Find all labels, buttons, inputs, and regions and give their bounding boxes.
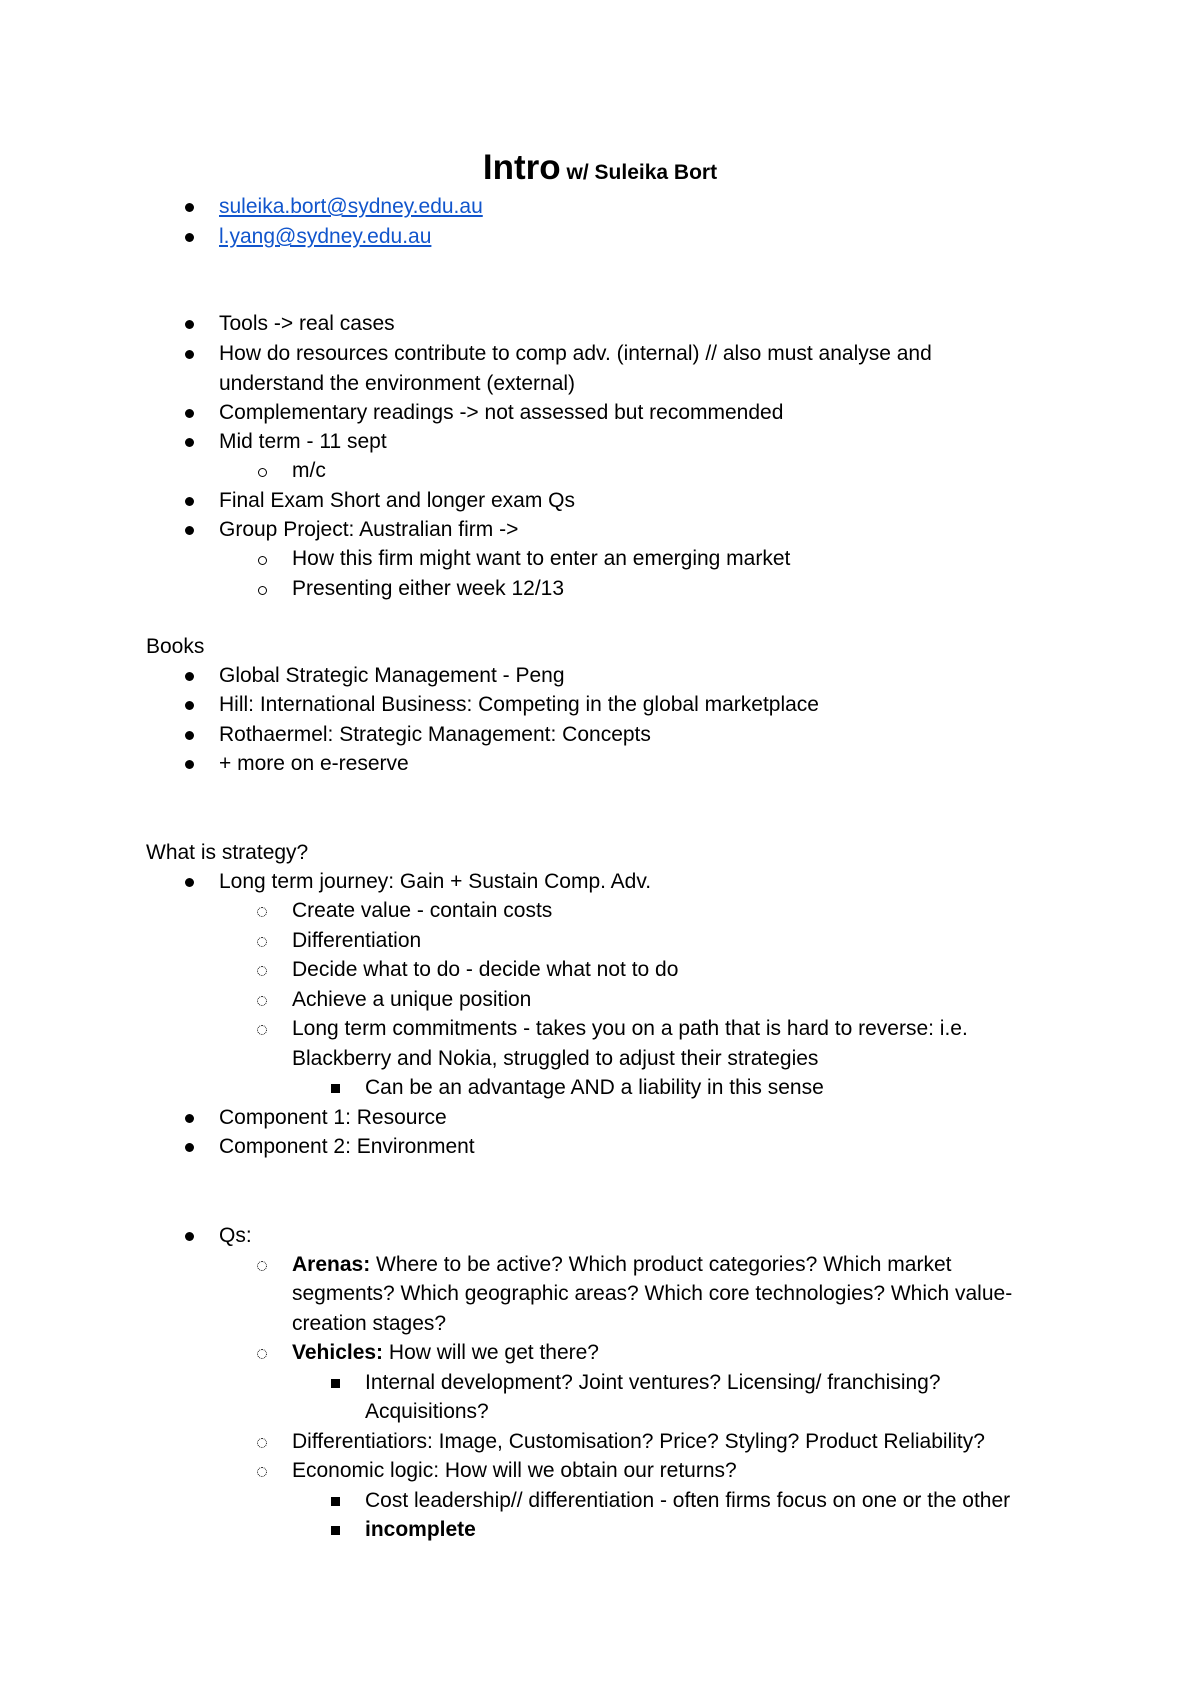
dotted-bullet-icon [257, 1025, 267, 1035]
list-item-continued: understand the environment (external) [219, 372, 576, 395]
sub-list-item-continued: segments? Which geographic areas? Which core technologies? Which value- [292, 1282, 1013, 1305]
sub-sub-list-item: Internal development? Joint ventures? Licensing/ franchising? [365, 1371, 941, 1394]
dotted-bullet-icon [257, 907, 267, 917]
sub-list-item-arenas [292, 1251, 951, 1279]
list-item: Global Strategic Management - Peng [219, 664, 565, 687]
sub-list-item: How this firm might want to enter an emerging market [292, 547, 791, 570]
title-main: Intro [482, 148, 561, 187]
hollow-bullet-icon [258, 586, 267, 595]
sub-list-item: Decide what to do - decide what not to do [292, 958, 679, 981]
bullet-icon [185, 526, 194, 535]
bullet-icon [185, 320, 194, 329]
list-item: Component 1: Resource [219, 1106, 447, 1129]
sub-list-item: Economic logic: How will we obtain our returns? [292, 1459, 737, 1482]
dotted-bullet-icon [257, 1261, 267, 1271]
sub-sub-list-item: Cost leadership// differentiation - often firms focus on one or the other [365, 1489, 1011, 1512]
sub-list-item: Differentiatiors: Image, Customisation? Price? Styling? Product Reliability? [292, 1430, 985, 1453]
hollow-bullet-icon [258, 468, 267, 477]
list-item: Long term journey: Gain + Sustain Comp. Adv. [219, 870, 652, 893]
sub-list-item: Long term commitments - takes you on a path that is hard to reverse: i.e. [292, 1017, 968, 1040]
list-item: Qs: [219, 1224, 252, 1247]
bullet-icon [185, 350, 194, 359]
list-item: Final Exam Short and longer exam Qs [219, 489, 575, 512]
bullet-icon [185, 731, 194, 740]
bullet-icon [185, 1143, 194, 1152]
bullet-icon [185, 760, 194, 769]
bullet-icon [185, 409, 194, 418]
list-item: Complementary readings -> not assessed but recommended [219, 401, 784, 424]
list-item: Component 2: Environment [219, 1135, 475, 1158]
list-item: Mid term - 11 sept [219, 430, 387, 453]
dotted-bullet-icon [257, 996, 267, 1006]
dotted-bullet-icon [257, 1467, 267, 1477]
dotted-bullet-icon [257, 966, 267, 976]
bullet-icon [185, 1114, 194, 1123]
square-bullet-icon [331, 1084, 340, 1093]
bullet-icon [185, 672, 194, 681]
bullet-icon [185, 1232, 194, 1241]
list-item: How do resources contribute to comp adv. (internal) // also must analyse and [219, 342, 932, 365]
vehicles-text: How will we get there? [383, 1341, 599, 1364]
arenas-text: Where to be active? Which product categories? Which market [370, 1253, 952, 1276]
bullet-icon [185, 497, 194, 506]
arenas-label: Arenas: [292, 1253, 371, 1276]
section-heading-strategy: What is strategy? [146, 841, 309, 864]
email-link-bort[interactable]: suleika.bort@sydney.edu.au [219, 195, 483, 218]
sub-sub-list-item-incomplete: incomplete [365, 1518, 476, 1541]
vehicles-label: Vehicles: [292, 1341, 384, 1364]
sub-list-item: m/c [292, 459, 326, 482]
bullet-icon [185, 203, 194, 212]
sub-list-item-continued: Blackberry and Nokia, struggled to adjust their strategies [292, 1047, 819, 1070]
square-bullet-icon [331, 1497, 340, 1506]
sub-list-item-vehicles [292, 1339, 599, 1367]
list-item: Hill: International Business: Competing in the global marketplace [219, 693, 819, 716]
list-item: Tools -> real cases [219, 312, 395, 335]
square-bullet-icon [331, 1379, 340, 1388]
dotted-bullet-icon [257, 1438, 267, 1448]
sub-list-item-continued: creation stages? [292, 1312, 447, 1335]
bullet-icon [185, 878, 194, 887]
list-item: Rothaermel: Strategic Management: Concepts [219, 723, 651, 746]
square-bullet-icon [331, 1526, 340, 1535]
sub-list-item: Differentiation [292, 929, 422, 952]
sub-list-item: Create value - contain costs [292, 899, 553, 922]
dotted-bullet-icon [257, 937, 267, 947]
bullet-icon [185, 701, 194, 710]
list-item: + more on e-reserve [219, 752, 409, 775]
page-title [0, 148, 1200, 188]
dotted-bullet-icon [257, 1349, 267, 1359]
bullet-icon [185, 438, 194, 447]
sub-sub-list-item: Can be an advantage AND a liability in this sense [365, 1076, 824, 1099]
title-sub: w/ Suleika Bort [566, 161, 718, 184]
sub-list-item: Achieve a unique position [292, 988, 532, 1011]
list-item: Group Project: Australian firm -> [219, 518, 519, 541]
bullet-icon [185, 233, 194, 242]
sub-sub-list-item-continued: Acquisitions? [365, 1400, 489, 1423]
hollow-bullet-icon [258, 556, 267, 565]
sub-list-item: Presenting either week 12/13 [292, 577, 565, 600]
section-heading-books: Books [146, 635, 205, 658]
email-link-yang[interactable]: l.yang@sydney.edu.au [219, 225, 432, 248]
